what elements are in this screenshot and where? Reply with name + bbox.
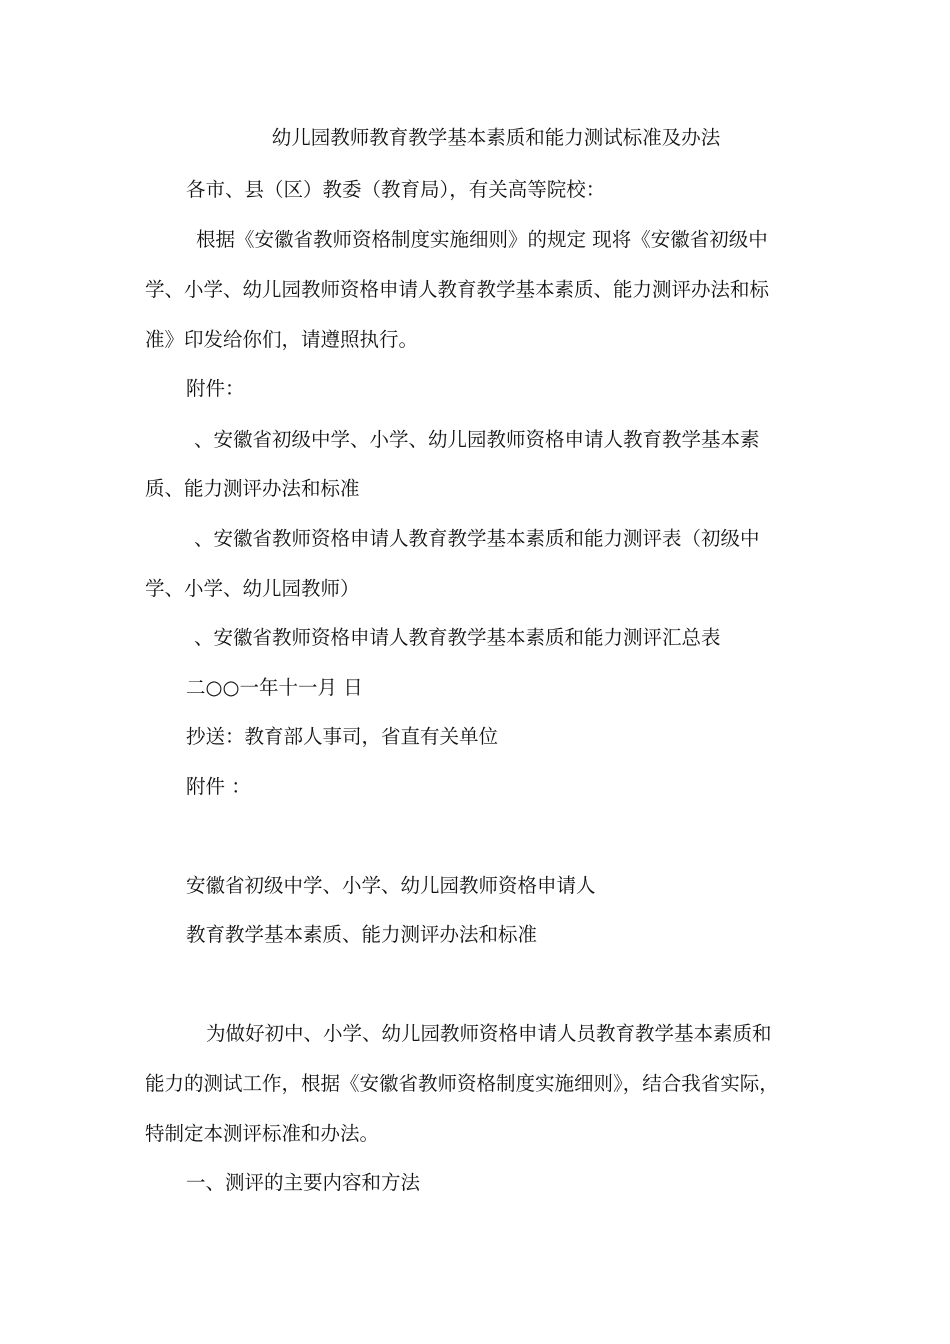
salutation: 各市、县（区）教委（教育局），有关高等院校： xyxy=(186,178,606,201)
section-title: 教育教学基本素质、能力测评办法和标准 xyxy=(186,923,538,946)
intro-paragraph-line: 学、小学、幼儿园教师资格申请人教育教学基本素质、能力测评办法和标 xyxy=(145,278,770,301)
intro-paragraph-line: 根据《安徽省教师资格制度实施细则》的规定 现将《安徽省初级中 xyxy=(196,228,768,251)
section-title: 安徽省初级中学、小学、幼儿园教师资格申请人 xyxy=(186,874,596,897)
attachment-item: 、安徽省初级中学、小学、幼儿园教师资格申请人教育教学基本素 xyxy=(194,428,760,451)
attachment-item: 质、能力测评办法和标准 xyxy=(145,477,360,500)
body-paragraph-line: 能力的测试工作，根据《安徽省教师资格制度实施细则》，结合我省实际， xyxy=(145,1072,779,1095)
attachment-item: 、安徽省教师资格申请人教育教学基本素质和能力测评汇总表 xyxy=(194,626,721,649)
body-paragraph-line: 为做好初中、小学、幼儿园教师资格申请人员教育教学基本素质和 xyxy=(206,1022,772,1045)
attachment-heading: 附件 ： xyxy=(186,775,251,798)
body-paragraph-line: 特制定本测评标准和办法。 xyxy=(145,1122,380,1145)
document-title: 幼儿园教师教育教学基本素质和能力测试标准及办法 xyxy=(271,126,721,149)
attachments-label: 附件： xyxy=(186,377,245,400)
attachment-item: 、安徽省教师资格申请人教育教学基本素质和能力测评表（初级中 xyxy=(194,527,760,550)
cc-line: 抄送：教育部人事司，省直有关单位 xyxy=(186,725,499,748)
document-date: 二○○一年十一月 日 xyxy=(186,676,363,699)
intro-paragraph-line: 准》印发给你们，请遵照执行。 xyxy=(145,328,419,351)
section-heading: 一、测评的主要内容和方法 xyxy=(186,1171,421,1194)
attachment-item: 学、小学、幼儿园教师） xyxy=(145,577,360,600)
